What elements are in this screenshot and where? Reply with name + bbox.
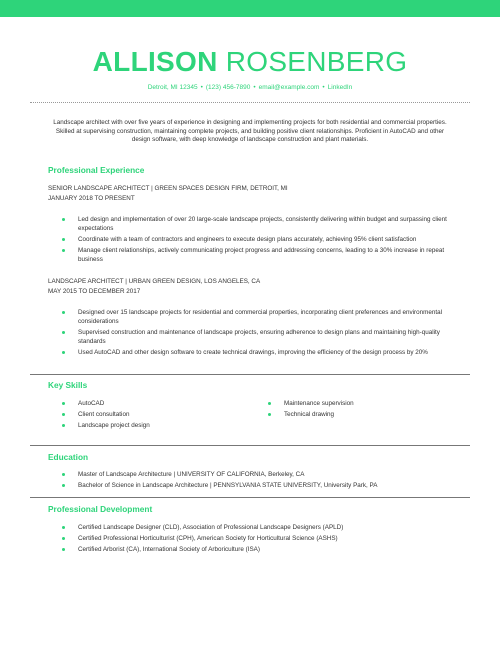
job-title-line: LANDSCAPE ARCHITECT | URBAN GREEN DESIGN, LOS ANGELES, CA: [48, 278, 261, 285]
list-item: Certified Professional Horticulturist (CPH), American Society for Horticultural Science (ASHS): [62, 534, 466, 543]
summary: Landscape architect with over five years of experience in designing and implementing projects for both residential and commercial properties. Skilled at supervising construction, maintaining complete projects, and building positive client relationships. Proficient in AutoCAD and other design software, with deep knowledge of landscape construction and plant materials.: [53, 119, 447, 143]
list-item: Supervised construction and maintenance of landscape projects, ensuring adherence to design plans and maintaining high-quality standards: [62, 328, 466, 347]
development-list: [62, 523, 466, 555]
bullet-dot: [62, 413, 65, 416]
section-title-development: Professional Development: [48, 504, 153, 514]
bullet-dot: [62, 424, 65, 427]
list-item: Designed over 15 landscape projects for residential and commercial properties, incorporating client preferences and environmental considerations: [62, 308, 466, 327]
section-divider: [30, 374, 470, 375]
contact-line: [0, 84, 500, 91]
skill-item: AutoCAD: [62, 399, 252, 408]
job-heading: [48, 184, 288, 203]
contact-email[interactable]: email@example.com: [258, 84, 320, 91]
contact-location: Detroit, MI 12345: [147, 84, 198, 91]
contact-separator: •: [200, 84, 203, 91]
bullet-dot: [62, 311, 65, 314]
last-name: ROSENBERG: [225, 46, 408, 77]
contact-separator: •: [322, 84, 325, 91]
bullet-dot: [268, 402, 271, 405]
skill-item: Client consultation: [62, 410, 252, 419]
job-bullets: [62, 215, 466, 266]
skill-item: Landscape project design: [62, 421, 252, 430]
bullet-dot: [62, 402, 65, 405]
bullet-dot: [62, 249, 65, 252]
bullet-dot: [62, 238, 65, 241]
bullet-dot: [62, 351, 65, 354]
list-item: Manage client relationships, actively communicating project progress and addressing concerns, leading to a 30% increase in repeat business: [62, 246, 466, 265]
section-title-skills: Key Skills: [48, 380, 88, 390]
section-divider: [30, 445, 470, 446]
skills-left: [62, 399, 252, 431]
section-title-education: Education: [48, 452, 89, 462]
bullet-dot: [62, 537, 65, 540]
skills-right: [268, 399, 458, 421]
contact-phone: (123) 456-7890: [205, 84, 251, 91]
education-list: [62, 470, 466, 492]
job-heading: [48, 277, 260, 296]
first-name: ALLISON: [92, 46, 218, 77]
top-accent-bar: [0, 0, 500, 17]
bullet-dot: [62, 473, 65, 476]
list-item: Certified Landscape Designer (CLD), Association of Professional Landscape Designers (APLD): [62, 523, 466, 532]
job-title-line: SENIOR LANDSCAPE ARCHITECT | GREEN SPACES DESIGN FIRM, DETROIT, MI: [48, 185, 288, 192]
job-bullets: [62, 308, 466, 359]
job-dates: JANUARY 2018 TO PRESENT: [48, 194, 135, 202]
contact-linkedin[interactable]: LinkedIn: [327, 84, 353, 91]
bullet-dot: [268, 413, 271, 416]
bullet-dot: [62, 218, 65, 221]
bullet-dot: [62, 548, 65, 551]
job-dates: MAY 2015 TO DECEMBER 2017: [48, 287, 141, 295]
list-item: Led design and implementation of over 20 large-scale landscape projects, consistently delivering within budget and surpassing client expectations: [62, 215, 466, 234]
list-item: Coordinate with a team of contractors and engineers to execute design plans accurately, achieving 95% client satisfaction: [62, 235, 466, 244]
skill-item: Technical drawing: [268, 410, 458, 419]
section-divider: [30, 497, 470, 498]
list-item: Master of Landscape Architecture | UNIVERSITY OF CALIFORNIA, Berkeley, CA: [62, 470, 466, 479]
skill-item: Maintenance supervision: [268, 399, 458, 408]
bullet-dot: [62, 484, 65, 487]
bullet-dot: [62, 331, 65, 334]
bullet-dot: [62, 526, 65, 529]
list-item: Bachelor of Science in Landscape Architecture | PENNSYLVANIA STATE UNIVERSITY, University Park, PA: [62, 481, 466, 490]
section-title-experience: Professional Experience: [48, 165, 145, 175]
list-item: Used AutoCAD and other design software to create technical drawings, improving the efficiency of the design process by 20%: [62, 348, 466, 357]
candidate-name: [0, 46, 500, 78]
contact-separator: •: [253, 84, 256, 91]
header-divider: [30, 102, 470, 103]
list-item: Certified Arborist (CA), International Society of Arboriculture (ISA): [62, 545, 466, 554]
